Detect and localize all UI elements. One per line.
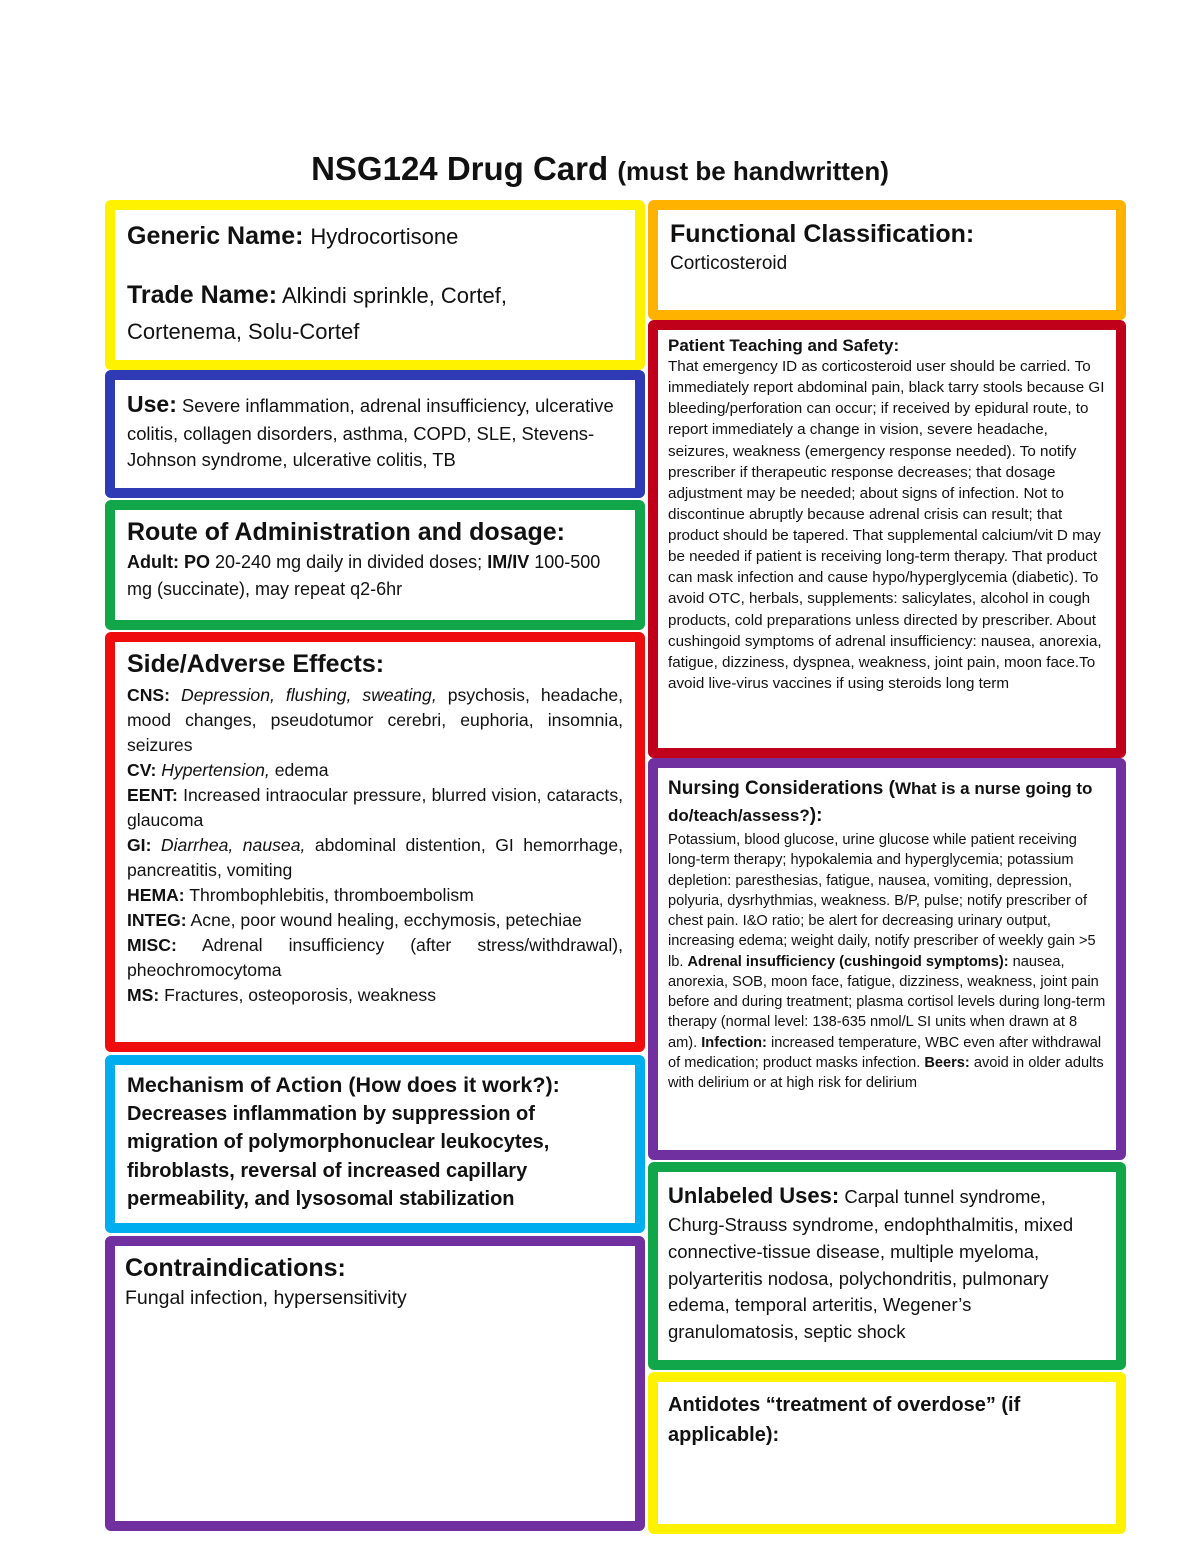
side-effect-hema: HEMA: Thrombophlebitis, thromboembolism: [127, 884, 474, 905]
trade-name: [127, 277, 623, 348]
contraindications-label: Contraindications:: [125, 1254, 346, 1282]
use-label: Use:: [127, 391, 177, 417]
unlabeled-uses-text: [668, 1180, 1106, 1346]
side-effects-list: [127, 683, 623, 1008]
patient-teaching-box: [648, 320, 1126, 758]
title-note: (must be handwritten): [617, 156, 889, 186]
functional-classification-box: [648, 200, 1126, 320]
generic-name-label: Generic Name:: [127, 222, 304, 250]
side-effects-label: Side/Adverse Effects:: [127, 650, 385, 678]
nursing-question: What is a nurse going to do/teach/assess?: [668, 779, 1093, 825]
route-label: Route of Administration and dosage:: [127, 518, 565, 546]
contraindications-value: Fungal infection, hypersensitivity: [125, 1287, 407, 1309]
route-adult-label: Adult: PO: [127, 552, 210, 572]
names-box: [105, 200, 645, 370]
use-value: Severe inflammation, adrenal insufficiency, ulcerative colitis, collagen disorders, asthma, COPD, SLE, Stevens-Johnson syndrome, ulcerative colitis, TB: [127, 395, 614, 470]
mechanism-value: Decreases inflammation by suppression of migration of polymorphonuclear leukocytes, fibroblasts, reversal of increased capillary permeability, and lysosomal stabilization: [127, 1103, 550, 1211]
patient-teaching-label: Patient Teaching and Safety:: [668, 336, 900, 355]
side-effect-integ: INTEG: Acne, poor wound healing, ecchymosis, petechiae: [127, 909, 582, 930]
route-imiv-label: IM/IV: [487, 552, 530, 572]
unlabeled-uses-box: [648, 1162, 1126, 1370]
functional-classification-value: Corticosteroid: [670, 253, 788, 274]
antidotes-box: [648, 1372, 1126, 1534]
trade-name-value: Alkindi sprinkle, Cortef, Cortenema, Solu-Cortef: [127, 283, 507, 344]
page-title: [0, 150, 1200, 188]
route-text: [127, 549, 623, 603]
nursing-considerations-label: Nursing Considerations (What is a nurse going to do/teach/assess?):: [668, 778, 1093, 826]
mechanism-label: Mechanism of Action (How does it work?):: [127, 1073, 560, 1097]
generic-name: [127, 222, 623, 251]
trade-name-label: Trade Name:: [127, 281, 278, 309]
side-effects-box: [105, 632, 645, 1052]
side-effect-eent: EENT: Increased intraocular pressure, blurred vision, cataracts, glaucoma: [127, 784, 624, 830]
use-box: [105, 370, 645, 498]
patient-teaching-value: That emergency ID as corticosteroid user should be carried. To immediately report abdominal pain, black tarry stools because GI bleeding/perforation can occur; if received by epidural route, to report immediately a change in vision, severe headache, seizures, weakness (emergency response needed). To notify prescriber if therapeutic response decreases; that dosage adjustment may be needed; about signs of infection. Not to discontinue abruptly because adrenal crisis can result; that product should be tapered. That supplemental calcium/vit D may be needed if patient is receiving long-term therapy. That product can mask infection and cause hypo/hyperglycemia (diabetic). To avoid OTC, herbals, supplements: salicylates, alcohol in cough products, cold preparations unless directed by prescriber. About cushingoid symptoms of adrenal insufficiency: nausea, anorexia, fatigue, dizziness, dyspnea, weakness, joint pain, moon face.To avoid live-virus vaccines if using steroids long term: [668, 358, 1105, 692]
side-effect-gi: GI: Diarrhea, nausea, abdominal distention, GI hemorrhage, pancreatitis, vomiting: [127, 834, 624, 880]
contraindications-box: [105, 1236, 645, 1531]
use-text: [127, 388, 623, 473]
functional-classification-label: Functional Classification:: [670, 220, 975, 248]
route-adult-value: 20-240 mg daily in divided doses;: [215, 552, 483, 572]
route-box: [105, 500, 645, 630]
nursing-considerations-value: Potassium, blood glucose, urine glucose while patient receiving long-term therapy; hypokalemia and hyperglycemia; potassium depletion: paresthesias, fatigue, nausea, vomiting, depression, polyuria, dysrhythmias, weakness. B/P, pulse; notify prescriber of chest pain. I&O ratio; be alert for decreasing urinary output, increasing edema; weight daily, notify prescriber of weekly gain >5 lb. Adrenal insufficiency (cushingoid symptoms): nausea, anorexia, SOB, moon face, fatigue, dizziness, weakness, joint pain before and during treatment; plasma cortisol levels during long-term therapy (normal level: 138-635 nmol/L SI units when drawn at 8 am). Infection: increased temperature, WBC even after withdrawal of medication; product masks infection. Beers: avoid in older adults with delirium or at high risk for delirium: [668, 831, 1106, 1092]
title-main: NSG124 Drug Card: [311, 150, 609, 187]
unlabeled-uses-value: Carpal tunnel syndrome, Churg-Strauss syndrome, endophthalmitis, mixed connective-tissue disease, multiple myeloma, polyarteritis nodosa, polychondritis, pulmonary edema, temporal arteritis, Wegener’s granulomatosis, septic shock: [668, 1186, 1074, 1343]
side-effect-cns: CNS: Depression, flushing, sweating, psychosis, headache, mood changes, pseudotumor cerebri, euphoria, insomnia, seizures: [127, 685, 624, 755]
mechanism-box: [105, 1055, 645, 1233]
generic-name-value: Hydrocortisone: [310, 224, 459, 249]
side-effect-ms: MS: Fractures, osteoporosis, weakness: [127, 984, 436, 1005]
antidotes-label: Antidotes “treatment of overdose” (if applicable):: [668, 1394, 1021, 1446]
side-effect-misc: MISC: Adrenal insufficiency (after stress/withdrawal), pheochromocytoma: [127, 934, 623, 980]
side-effect-cv: CV: Hypertension, edema: [127, 759, 329, 780]
nursing-considerations-box: [648, 758, 1126, 1160]
route-imiv-value: 100-500 mg (succinate), may repeat q2-6hr: [127, 552, 601, 599]
unlabeled-uses-label: Unlabeled Uses:: [668, 1183, 840, 1208]
